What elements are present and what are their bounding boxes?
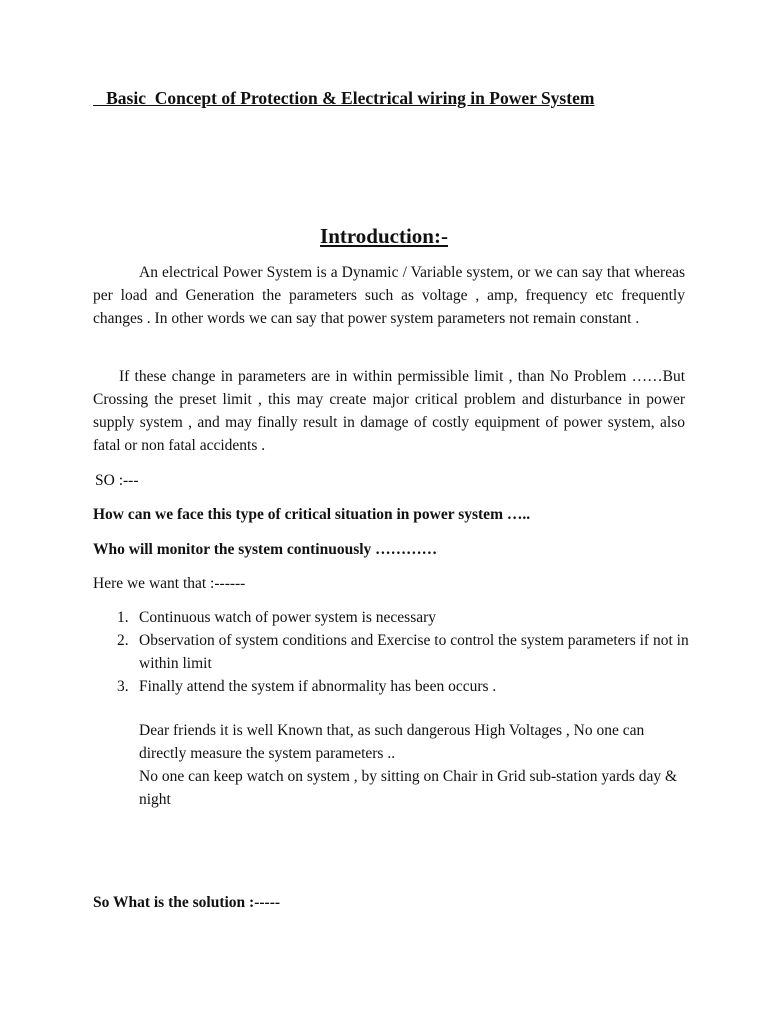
note-paragraph-2: No one can keep watch on system , by sitting on Chair in Grid sub-station yards day & night	[139, 768, 678, 808]
list-item-text: Finally attend the system if abnormality has been occurs .	[139, 678, 497, 695]
list-item-text: Continuous watch of power system is necessary	[139, 609, 437, 626]
question-2: Who will monitor the system continuously …………	[93, 541, 438, 558]
list-item-number: 3.	[117, 678, 129, 695]
list-item-number: 1.	[117, 609, 129, 626]
requirements-intro: Here we want that :------	[93, 575, 246, 592]
list-item-text: Observation of system conditions and Exercise to control the system parameters if not in within limit	[139, 632, 689, 672]
section-heading-introduction: Introduction:-	[320, 224, 448, 248]
question-1: How can we face this type of critical situation in power system …..	[93, 506, 531, 523]
intro-paragraph-1: An electrical Power System is a Dynamic / Variable system, or we can say that whereas per load and Generation the parameters such as voltage , amp, frequency etc frequently changes . In other words we can say that power system parameters not remain constant .	[93, 264, 685, 327]
list-item	[93, 606, 693, 629]
list-item	[93, 675, 693, 698]
note-paragraph-1: Dear friends it is well Known that, as such dangerous High Voltages , No one can directly measure the system parameters ..	[139, 722, 645, 762]
intro-paragraph-2: If these change in parameters are in within permissible limit , than No Problem ……But Crossing the preset limit , this may create major critical problem and disturbance in power supply system , and may finally result in damage of costly equipment of power system, also fatal or non fatal accidents .	[93, 368, 685, 454]
solution-prompt: So What is the solution :-----	[93, 894, 281, 911]
requirements-list	[93, 606, 693, 698]
document-title: Basic Concept of Protection & Electrical wiring in Power System	[93, 88, 595, 108]
list-item-number: 2.	[117, 632, 129, 649]
list-item	[93, 629, 693, 675]
so-label: SO :---	[95, 472, 139, 489]
